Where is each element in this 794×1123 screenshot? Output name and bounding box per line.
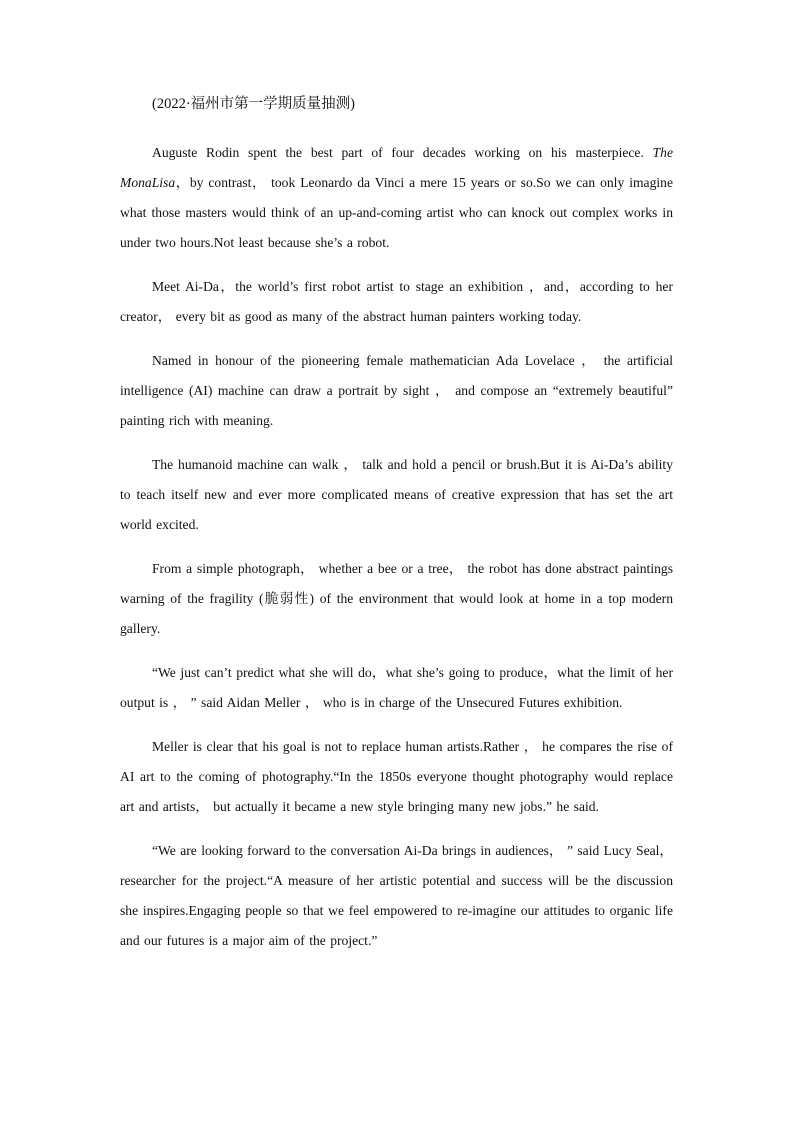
paragraph-7: Meller is clear that his goal is not to replace human artists.Rather ， he compares the rise of AI art to the coming of photography.“In the 1850s everyone thought photography would replace art and artists， but actually it became a new style bringing many new jobs.” he said. [120,739,673,814]
paragraph-4: The humanoid machine can walk ， talk and hold a pencil or brush.But it is Ai-Da’s ability to teach itself new and ever more complicated means of creative expression that has set the art world excited. [120,457,673,532]
source-heading: (2022·福州市第一学期质量抽测) [152,96,355,112]
paragraph-3: Named in honour of the pioneering female mathematician Ada Lovelace ， the artificial intelligence (AI) machine can draw a portrait by sight ， and compose an “extremely beautiful” painting rich with meaning. [120,353,673,428]
paragraph-1-text-before: Auguste Rodin spent the best part of four decades working on his masterpiece. [152,145,653,160]
paragraph-2: Meet Ai-Da，the world’s first robot artist to stage an exhibition ，and，according to her creator， every bit as good as many of the abstract human painters working today. [120,279,673,324]
paragraph-5: From a simple photograph， whether a bee or a tree， the robot has done abstract paintings warning of the fragility (脆弱性) of the environment that would look at home in a top modern gallery. [120,561,673,636]
document-page [120,92,673,956]
paragraph-6: “We just can’t predict what she will do，what she’s going to produce，what the limit of her output is ， ” said Aidan Meller ， who is in charge of the Unsecured Futures exhibition. [120,665,673,710]
paragraph-8: “We are looking forward to the conversation Ai-Da brings in audiences， ” said Lucy Seal， researcher for the project.“A measure of her artistic potential and success will be the discussion she inspires.Engaging people so that we feel empowered to re-imagine our attitudes to organic life and our futures is a major aim of the project.” [120,843,674,948]
paragraph-1-text-after: ，by contrast， took Leonardo da Vinci a mere 15 years or so.So we can only imagine what those masters would think of an up-and-coming artist who can knock out complex works in under two hours.Not least because she’s a robot. [120,175,673,250]
artwork-title: The MonaLisa [120,145,673,190]
paragraph-1 [120,138,673,258]
